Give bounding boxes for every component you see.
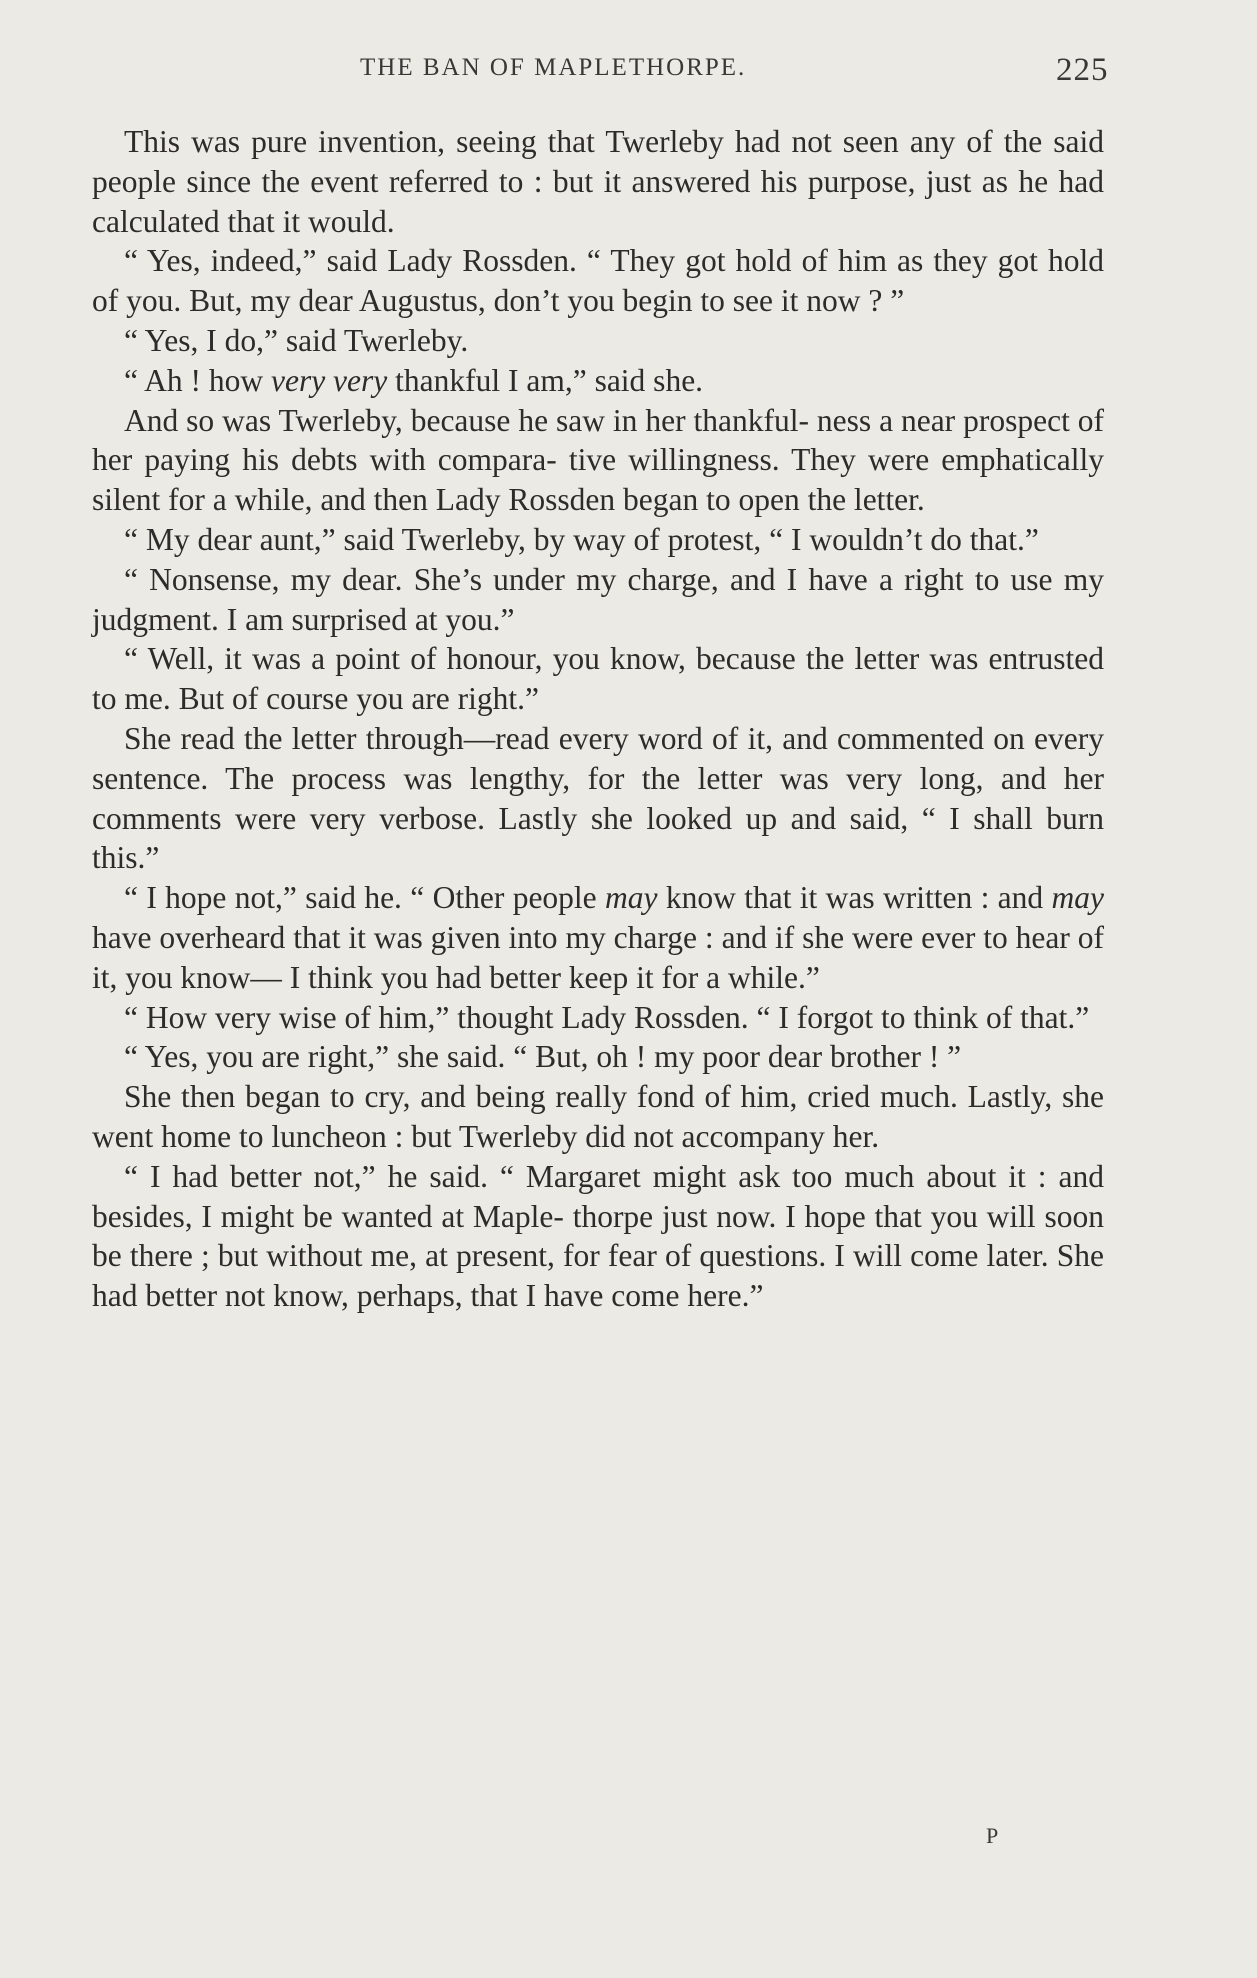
- running-head: [0, 46, 1257, 90]
- paragraph-text: This was pure invention, seeing that Twerleby had not seen any of the said people since the event referred to : but it answered his purpose, just as he had calculated that it would.: [92, 124, 1104, 239]
- paragraph: [92, 1077, 1104, 1157]
- body-text: [92, 122, 1104, 1316]
- paragraph: [92, 998, 1104, 1038]
- paragraph-text: “ Yes, you are right,” she said. “ But, oh ! my poor dear brother ! ”: [124, 1039, 962, 1075]
- paragraph: [92, 878, 1104, 997]
- paragraph: [92, 560, 1104, 640]
- paragraph-text: “ My dear aunt,” said Twerleby, by way of protest, “ I wouldn’t do that.”: [124, 521, 1039, 557]
- italic-text: may: [1051, 880, 1104, 916]
- paragraph-text: And so was Twerleby, because he saw in her thankful- ness a near prospect of her paying his debts with compara- tive willingness. They were emphatically silent for a while, and then Lady Rossden began to open the letter.: [92, 402, 1104, 518]
- paragraph: [92, 321, 1104, 361]
- page-number: 225: [1056, 52, 1109, 88]
- paragraph-text: She then began to cry, and being really fond of him, cried much. Lastly, she went home to luncheon : but Twerleby did not accompany her.: [92, 1079, 1104, 1154]
- paragraph-text: have overheard that it was given into my charge : and if she were ever to hear of it, you know— I think you had better keep it for a while.”: [92, 919, 1104, 995]
- paragraph-text: “ How very wise of him,” thought Lady Rossden. “ I forgot to think of that.”: [124, 999, 1090, 1035]
- signature-mark: P: [986, 1823, 999, 1848]
- paragraph: [92, 719, 1104, 878]
- paragraph-text: “ Ah ! how: [124, 362, 271, 398]
- italic-text: very very: [270, 362, 388, 398]
- paragraph-text: “ Yes, indeed,” said Lady Rossden. “ They got hold of him as they got hold of you. But, my dear Augustus, don’t you begin to see it now ? ”: [92, 243, 1104, 319]
- paragraph-text: She read the letter through—read every word of it, and commented on every sentence. The process was lengthy, for the letter was very long, and her comments were very verbose. Lastly she looked up and said, “ I shall burn this.”: [92, 720, 1104, 876]
- running-title: THE BAN OF MAPLETHORPE.: [360, 54, 747, 81]
- paragraph-text: “ I had better not,” he said. “ Margaret might ask too much about it : and besides, I might be wanted at Maple- thorpe just now. I hope that you will soon be there ; but without me, at present, for fear of questions. I will come later. She had better not know, perhaps, that I have come here.”: [92, 1158, 1104, 1314]
- paragraph: [92, 1157, 1104, 1316]
- paragraph-text: “ Well, it was a point of honour, you know, because the letter was entrusted to me. But of course you are right.”: [92, 641, 1104, 717]
- paragraph: [92, 361, 1104, 401]
- paragraph: [92, 241, 1104, 321]
- paragraph: [92, 1037, 1104, 1077]
- paragraph-text: “ I hope not,” said he. “ Other people: [124, 880, 606, 916]
- italic-text: may: [605, 880, 658, 916]
- paragraph-text: thankful I am,” said she.: [387, 362, 704, 398]
- paragraph: [92, 401, 1104, 520]
- paragraph: [92, 520, 1104, 560]
- paragraph-text: “ Nonsense, my dear. She’s under my charge, and I have a right to use my judgment. I am surprised at you.”: [92, 561, 1104, 637]
- paragraph-text: know that it was written : and: [657, 880, 1052, 916]
- paragraph: [92, 639, 1104, 719]
- paragraph: [92, 122, 1104, 241]
- paragraph-text: “ Yes, I do,” said Twerleby.: [124, 322, 469, 358]
